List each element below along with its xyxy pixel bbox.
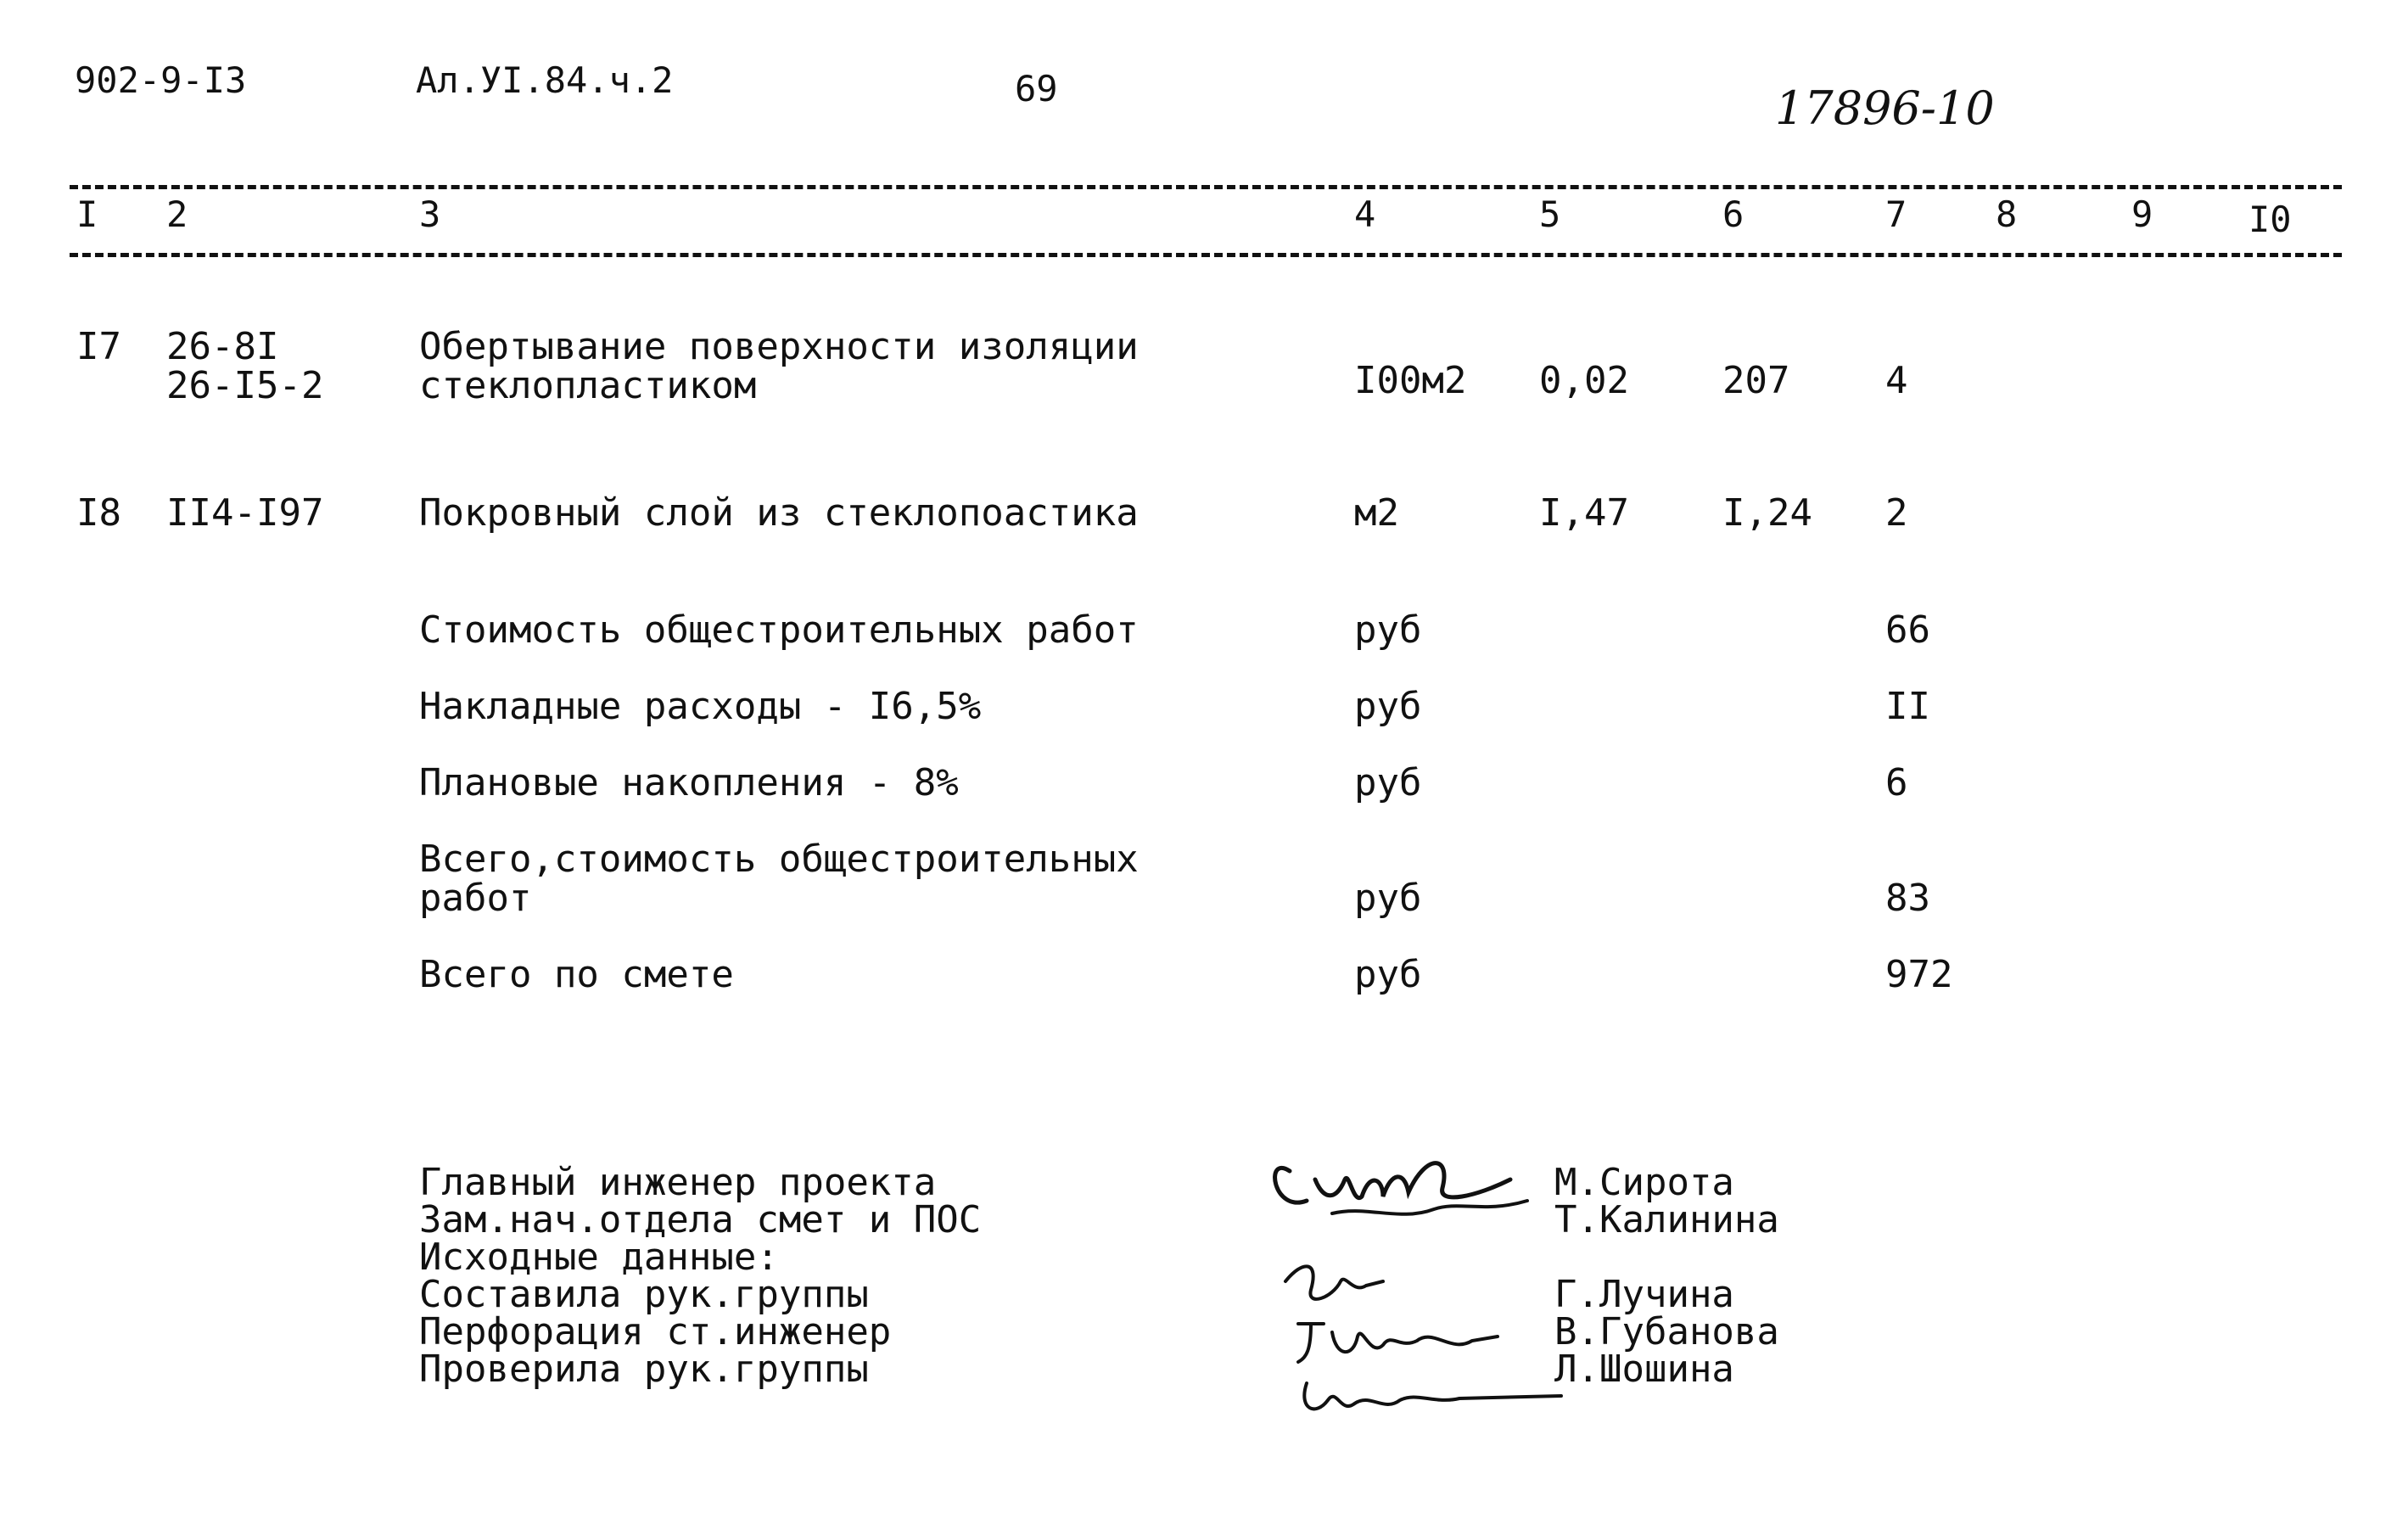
series-code: 902-9-I3 bbox=[75, 59, 247, 101]
column-header-7: 7 bbox=[1885, 193, 1907, 235]
summary-unit: руб bbox=[1354, 877, 1422, 920]
column-header-5: 5 bbox=[1539, 193, 1561, 235]
table-row-name bbox=[419, 325, 1139, 407]
row-name-line: Обертывание поверхности изоляции bbox=[419, 325, 1139, 368]
summary-unit: руб bbox=[1354, 761, 1422, 804]
summary-total: 66 bbox=[1885, 608, 1930, 652]
signatory-role: Составила рук.группы bbox=[419, 1273, 869, 1316]
signatory-name bbox=[1554, 1239, 1779, 1276]
signatory-role: Перфорация ст.инженер bbox=[419, 1310, 892, 1353]
column-header-6: 6 bbox=[1722, 193, 1744, 235]
signatory-name: В.Губанова bbox=[1554, 1310, 1779, 1353]
signatory-name: Г.Лучина bbox=[1554, 1273, 1734, 1316]
summary-total: II bbox=[1885, 685, 1930, 728]
table-row-total: 4 bbox=[1885, 359, 1908, 402]
summary-label bbox=[419, 608, 1139, 652]
summary-label-line: Плановые накопления - 8% bbox=[419, 761, 959, 804]
table-row-quantity: I,47 bbox=[1539, 491, 1629, 535]
summary-label-line: Всего,стоимость общестроительных bbox=[419, 838, 1139, 881]
table-row-code bbox=[166, 491, 324, 535]
row-code-line: 26-I5-2 bbox=[166, 364, 324, 407]
table-row-unit: м2 bbox=[1354, 491, 1399, 535]
table-row-unit: I00м2 bbox=[1354, 359, 1467, 402]
summary-total: 972 bbox=[1885, 953, 1953, 996]
signatory-name: Т.Калинина bbox=[1554, 1198, 1779, 1241]
signatory-name: М.Сирота bbox=[1554, 1161, 1734, 1204]
table-row-name bbox=[419, 491, 1139, 535]
signatory-role: Исходные данные: bbox=[419, 1236, 779, 1279]
summary-label-line: Всего по смете bbox=[419, 953, 734, 996]
header-bottom-rule bbox=[70, 253, 2342, 257]
row-name-line: Покровный слой из стеклопоастика bbox=[419, 491, 1139, 535]
summary-label-line: работ bbox=[419, 877, 532, 920]
summary-unit: руб bbox=[1354, 608, 1422, 652]
summary-unit: руб bbox=[1354, 953, 1422, 996]
column-header-1: I bbox=[76, 193, 98, 235]
column-header-10: I0 bbox=[2248, 199, 2292, 240]
summary-label bbox=[419, 840, 1139, 918]
table-row-number: I7 bbox=[76, 325, 121, 368]
summary-label bbox=[419, 687, 981, 726]
column-header-4: 4 bbox=[1354, 193, 1376, 235]
row-code-line: 26-8I bbox=[166, 325, 279, 368]
signatory-role: Проверила рук.группы bbox=[419, 1348, 869, 1391]
summary-label-line: Стоимость общестроительных работ bbox=[419, 608, 1139, 652]
table-row-code bbox=[166, 325, 324, 407]
summary-unit: руб bbox=[1354, 685, 1422, 728]
document-number: 17896-10 bbox=[1775, 81, 1995, 135]
column-header-9: 9 bbox=[2131, 193, 2153, 235]
header-top-rule bbox=[70, 185, 2342, 189]
row-name-line: стеклопластиком bbox=[419, 364, 757, 407]
summary-total: 6 bbox=[1885, 761, 1908, 804]
table-row-quantity: 0,02 bbox=[1539, 359, 1629, 402]
handwritten-signature bbox=[1290, 1307, 1510, 1375]
signatory-names bbox=[1554, 1161, 1779, 1391]
column-header-3: 3 bbox=[419, 193, 441, 235]
row-code-line: II4-I97 bbox=[166, 491, 324, 535]
table-row-number: I8 bbox=[76, 491, 121, 535]
signatory-role: Зам.нач.отдела смет и ПОС bbox=[419, 1198, 982, 1241]
signatory-roles bbox=[419, 1161, 982, 1391]
handwritten-signature bbox=[1256, 1120, 1544, 1230]
table-row-price: 207 bbox=[1722, 359, 1790, 402]
album-reference: Ал.УI.84.ч.2 bbox=[416, 59, 674, 101]
summary-label bbox=[419, 761, 959, 804]
column-header-2: 2 bbox=[166, 193, 188, 235]
table-row-total: 2 bbox=[1885, 491, 1908, 535]
column-header-8: 8 bbox=[1996, 193, 2018, 235]
handwritten-signature bbox=[1290, 1366, 1578, 1426]
summary-label-line: Накладные расходы - I6,5% bbox=[419, 685, 982, 728]
summary-total: 83 bbox=[1885, 877, 1930, 920]
page-number: 69 bbox=[1015, 68, 1058, 109]
signatory-name: Л.Шошина bbox=[1554, 1348, 1734, 1391]
summary-label bbox=[419, 955, 734, 995]
signatory-role: Главный инженер проекта bbox=[419, 1161, 937, 1204]
table-row-price: I,24 bbox=[1722, 491, 1812, 535]
